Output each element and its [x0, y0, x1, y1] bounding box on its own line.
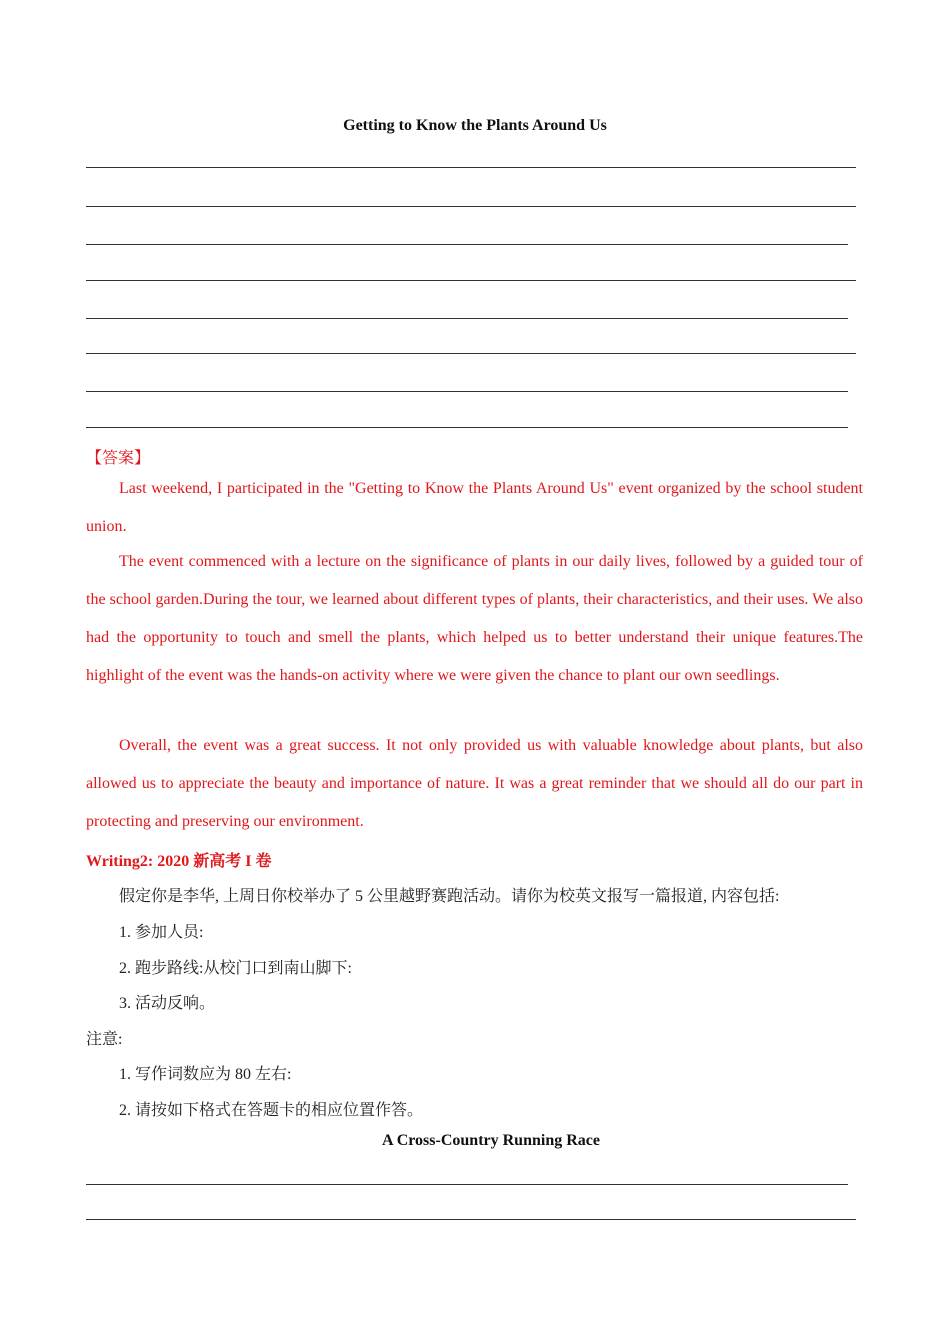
- prompt-item: 2. 跑步路线:从校门口到南山脚下:: [119, 960, 352, 977]
- notes-label: 注意:: [86, 1031, 123, 1048]
- prompt-item: 3. 活动反响。: [119, 995, 216, 1012]
- prompt-item: 1. 参加人员:: [119, 924, 204, 941]
- answer-line: [86, 280, 856, 281]
- answer-line: [86, 391, 848, 392]
- writing1-title: Getting to Know the Plants Around Us: [343, 117, 607, 134]
- answer-line: [86, 1219, 856, 1220]
- answer-line: [86, 427, 848, 428]
- writing2-heading: Writing2: 2020 新高考 I 卷: [86, 853, 272, 870]
- answer-line: [86, 206, 856, 207]
- answer-line: [86, 353, 856, 354]
- note-item: 2. 请按如下格式在答题卡的相应位置作答。: [119, 1102, 424, 1119]
- answer-line: [86, 318, 848, 319]
- answer-paragraph: Last weekend, I participated in the "Getting to Know the Plants Around Us" event organized by the school student union.: [86, 480, 863, 535]
- answer-line: [86, 1184, 848, 1185]
- answer-paragraph: Overall, the event was a great success. It not only provided us with valuable knowledge about plants, but also allowed us to appreciate the beauty and importance of nature. It was a great reminder that we should all do our part in protecting and preserving our environment.: [86, 737, 863, 830]
- writing2-prompt: 假定你是李华, 上周日你校举办了 5 公里越野赛跑活动。请你为校英文报写一篇报道, 内容包括:: [119, 888, 780, 905]
- answer-paragraph: The event commenced with a lecture on the significance of plants in our daily lives, followed by a guided tour of the school garden.During the tour, we learned about different types of plants, their characteristics, and their uses. We also had the opportunity to touch and smell the plants, which helped us to better understand their unique features.The highlight of the event was the hands-on activity where we were given the chance to plant our own seedlings.: [86, 553, 863, 684]
- answer-label: 【答案】: [86, 450, 151, 467]
- answer-line: [86, 167, 856, 168]
- note-item: 1. 写作词数应为 80 左右:: [119, 1066, 292, 1083]
- answer-line: [86, 244, 848, 245]
- writing2-title: A Cross-Country Running Race: [382, 1132, 600, 1149]
